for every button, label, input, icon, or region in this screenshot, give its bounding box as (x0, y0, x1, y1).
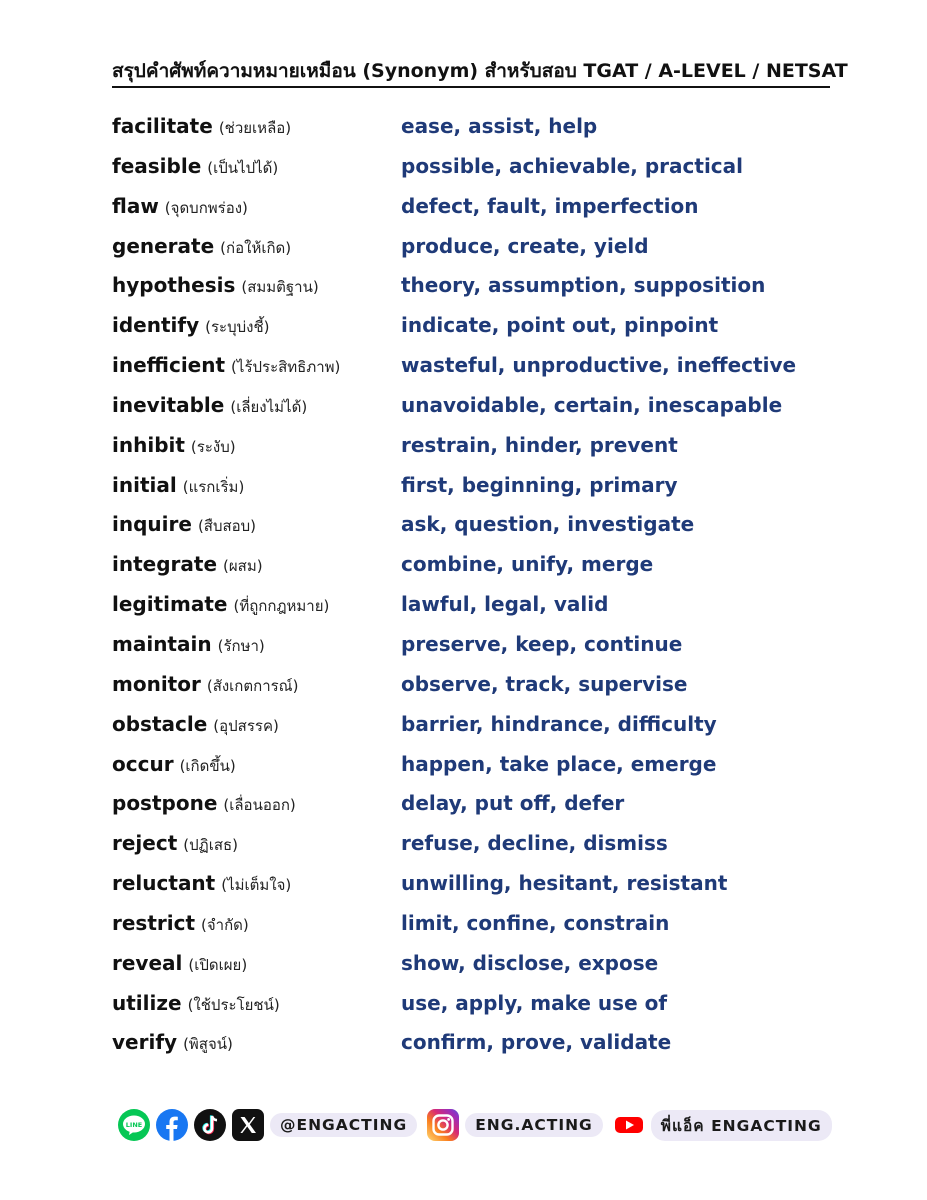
english-word: reveal (112, 950, 183, 975)
thai-meaning: (ช่วยเหลือ) (218, 119, 292, 137)
english-word: legitimate (112, 592, 228, 617)
vocab-row (112, 903, 828, 943)
english-word: inevitable (112, 392, 225, 417)
vocab-row (112, 186, 828, 226)
vocabulary-list (112, 106, 828, 1062)
handle-engacting[interactable]: @ENGACTING (270, 1113, 417, 1137)
synonyms: first, beginning, primary (401, 472, 678, 497)
vocab-word (112, 752, 236, 778)
synonyms: defect, fault, imperfection (401, 193, 699, 218)
vocab-word (112, 911, 249, 937)
synonyms: confirm, prove, validate (401, 1030, 672, 1055)
vocab-word (112, 234, 291, 260)
synonyms: indicate, point out, pinpoint (401, 313, 719, 338)
vocab-word (112, 433, 236, 459)
vocab-word (112, 154, 278, 180)
vocab-word (112, 512, 256, 538)
vocab-word (112, 114, 291, 140)
thai-meaning: (พิสูจน์) (183, 1035, 233, 1054)
vocab-row (112, 504, 828, 544)
thai-meaning: (จุดบกพร่อง) (164, 198, 248, 217)
thai-meaning: (ปฏิเสธ) (183, 836, 238, 855)
english-word: initial (112, 472, 177, 497)
english-word: utilize (112, 990, 182, 1015)
thai-meaning: (เลี่ยงไม่ได้) (230, 397, 308, 416)
vocab-row (112, 783, 828, 823)
tiktok-icon[interactable] (194, 1109, 226, 1141)
vocab-row (112, 983, 828, 1023)
synonyms: unwilling, hesitant, resistant (401, 871, 728, 896)
vocab-word (112, 313, 270, 339)
social-footer (118, 1106, 828, 1144)
english-word: occur (112, 751, 174, 776)
synonyms: theory, assumption, supposition (401, 273, 766, 298)
thai-meaning: (ไร้ประสิทธิภาพ) (231, 358, 341, 377)
synonyms: combine, unify, merge (401, 552, 654, 577)
vocab-word (112, 1030, 233, 1056)
synonyms: refuse, decline, dismiss (401, 831, 668, 856)
vocab-word (112, 273, 319, 299)
english-word: inefficient (112, 353, 226, 378)
vocab-word (112, 552, 263, 578)
thai-meaning: (ผสม) (223, 557, 263, 576)
handle-instagram[interactable]: ENG.ACTING (465, 1113, 603, 1137)
vocab-row (112, 385, 828, 425)
english-word: facilitate (112, 114, 213, 138)
vocab-word (112, 871, 291, 897)
vocab-row (112, 744, 828, 784)
vocab-row (112, 863, 828, 903)
synonyms: delay, put off, defer (401, 791, 625, 816)
vocab-word (112, 473, 244, 499)
english-word: reluctant (112, 871, 216, 896)
english-word: postpone (112, 791, 218, 816)
synonyms: barrier, hindrance, difficulty (401, 711, 717, 736)
thai-meaning: (ที่ถูกกฎหมาย) (233, 597, 330, 616)
vocab-row (112, 265, 828, 305)
line-icon[interactable] (118, 1109, 150, 1141)
x-icon[interactable] (232, 1109, 264, 1141)
thai-meaning: (จำกัด) (201, 915, 249, 934)
vocab-row (112, 425, 828, 465)
english-word: flaw (112, 193, 159, 218)
thai-meaning: (ระบุบ่งชี้) (205, 318, 270, 337)
synonyms: possible, achievable, practical (401, 153, 744, 178)
vocab-row (112, 664, 828, 704)
youtube-icon[interactable] (613, 1109, 645, 1141)
synonyms: wasteful, unproductive, ineffective (401, 353, 797, 378)
thai-meaning: (สมมติฐาน) (241, 278, 319, 297)
thai-meaning: (ระงับ) (190, 437, 236, 456)
vocab-word (112, 353, 340, 379)
vocab-word (112, 632, 265, 658)
instagram-icon[interactable] (427, 1109, 459, 1141)
thai-meaning: (แรกเริ่ม) (182, 477, 245, 496)
synonyms: limit, confine, constrain (401, 910, 670, 935)
thai-meaning: (ก่อให้เกิด) (220, 238, 292, 257)
english-word: obstacle (112, 711, 208, 736)
english-word: integrate (112, 552, 218, 577)
vocab-row (112, 544, 828, 584)
vocab-row (112, 943, 828, 983)
vocab-row (112, 345, 828, 385)
english-word: restrict (112, 910, 196, 935)
vocab-word (112, 592, 329, 618)
vocab-word (112, 951, 247, 977)
synonyms: produce, create, yield (401, 233, 649, 258)
vocab-word (112, 393, 307, 419)
synonyms: use, apply, make use of (401, 990, 668, 1015)
title-divider (112, 86, 830, 88)
thai-meaning: (เป็นไปได้) (207, 158, 279, 177)
vocab-row (112, 1022, 828, 1062)
synonyms: show, disclose, expose (401, 950, 659, 975)
thai-meaning: (เปิดเผย) (188, 955, 248, 974)
thai-meaning: (เลื่อนออก) (223, 796, 296, 815)
english-word: verify (112, 1030, 178, 1055)
vocab-row (112, 823, 828, 863)
thai-meaning: (อุปสรรค) (213, 716, 279, 735)
vocab-row (112, 305, 828, 345)
thai-meaning: (รักษา) (217, 636, 265, 655)
vocab-word (112, 791, 296, 817)
vocab-word (112, 672, 298, 698)
thai-meaning: (เกิดขึ้น) (179, 756, 236, 775)
page-title: สรุปคำศัพท์ความหมายเหมือน (Synonym) สำหรับสอบ TGAT / A-LEVEL / NETSAT (112, 60, 848, 82)
thai-meaning: (ไม่เต็มใจ) (221, 876, 292, 895)
vocab-word (112, 991, 280, 1017)
synonyms: lawful, legal, valid (401, 592, 609, 617)
vocab-word (112, 831, 238, 857)
thai-meaning: (สืบสอบ) (197, 517, 257, 536)
thai-meaning: (ใช้ประโยชน์) (187, 995, 280, 1014)
handle-youtube[interactable]: พี่แอ็ค ENGACTING (651, 1110, 832, 1141)
vocab-row (112, 146, 828, 186)
vocab-row (112, 624, 828, 664)
english-word: identify (112, 313, 200, 338)
synonyms: restrain, hinder, prevent (401, 432, 678, 457)
vocab-row (112, 584, 828, 624)
svg-text:LINE: LINE (125, 1121, 143, 1129)
english-word: maintain (112, 631, 212, 656)
english-word: monitor (112, 671, 201, 696)
synonyms: ask, question, investigate (401, 512, 695, 537)
synonyms: unavoidable, certain, inescapable (401, 392, 783, 417)
synonyms: ease, assist, help (401, 114, 598, 138)
facebook-icon[interactable] (156, 1109, 188, 1141)
synonyms: preserve, keep, continue (401, 631, 683, 656)
english-word: inquire (112, 512, 192, 537)
english-word: inhibit (112, 432, 185, 457)
synonyms: happen, take place, emerge (401, 751, 717, 776)
thai-meaning: (สังเกตการณ์) (206, 676, 299, 695)
vocab-row (112, 704, 828, 744)
vocab-row (112, 465, 828, 505)
vocab-word (112, 194, 248, 220)
vocab-row (112, 106, 828, 146)
english-word: reject (112, 831, 178, 856)
synonyms: observe, track, supervise (401, 671, 688, 696)
english-word: generate (112, 233, 215, 258)
english-word: hypothesis (112, 273, 236, 298)
english-word: feasible (112, 153, 202, 178)
vocab-word (112, 712, 279, 738)
vocab-row (112, 226, 828, 266)
